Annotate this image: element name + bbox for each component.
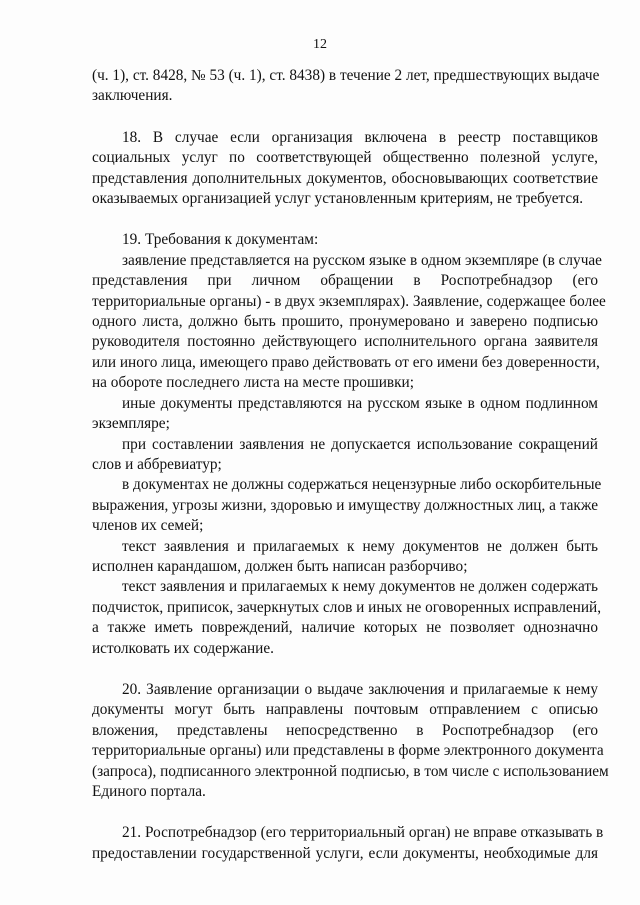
paragraph-17-continuation bbox=[92, 66, 598, 107]
text-line: текст заявления и прилагаемых к нему документов не должен быть bbox=[122, 537, 598, 555]
text-line: иные документы представляются на русском языке в одном подлинном bbox=[122, 394, 598, 412]
paragraph-20 bbox=[92, 680, 609, 802]
text-line: представления дополнительных документов, обосновывающих соответствие bbox=[92, 169, 598, 187]
text-line: слов и аббревиатур; bbox=[92, 455, 222, 473]
text-line: вложения, представлены непосредственно в Роспотребнадзор (его bbox=[92, 721, 598, 739]
text-line: истолковать их содержание. bbox=[92, 639, 274, 657]
text-line: предоставлении государственной услуги, если документы, необходимые для bbox=[92, 844, 598, 862]
text-line: социальных услуг по соответствующей общественно полезной услуге, bbox=[92, 149, 598, 167]
text-line: в документах не должны содержаться нецензурные либо оскорбительные bbox=[122, 476, 602, 494]
text-line: подчисток, приписок, зачеркнутых слов и иных не оговоренных исправлений, bbox=[92, 598, 602, 616]
text-line: 20. Заявление организации о выдаче заключения и прилагаемые к нему bbox=[122, 680, 598, 698]
paragraph-gap bbox=[92, 659, 598, 680]
text-line: 21. Роспотребнадзор (его территориальный орган) не вправе отказывать в bbox=[122, 824, 604, 842]
paragraph-gap bbox=[92, 209, 598, 230]
text-line: заключения. bbox=[92, 87, 173, 105]
text-line: при составлении заявления не допускается использование сокращений bbox=[122, 435, 598, 453]
text-line: на обороте последнего листа на месте прошивки; bbox=[92, 374, 414, 392]
text-line: выражения, угрозы жизни, здоровью и имуществу должностных лиц, а также bbox=[92, 496, 598, 514]
text-line: а также иметь повреждений, наличие которых не позволяет однозначно bbox=[92, 619, 598, 637]
text-line: или иного лица, имеющего право действовать от его имени без доверенности, bbox=[92, 353, 600, 371]
text-line: документы могут быть направлены почтовым отправлением с описью bbox=[92, 701, 598, 719]
paragraph-19 bbox=[92, 230, 606, 659]
paragraph-21 bbox=[92, 823, 604, 864]
text-line: одного листа, должно быть прошито, пронумеровано и заверено подписью bbox=[92, 313, 598, 331]
text-line: исполнен карандашом, должен быть написан разборчиво; bbox=[92, 557, 468, 575]
text-line: (ч. 1), ст. 8428, № 53 (ч. 1), ст. 8438) в течение 2 лет, предшествующих выдаче bbox=[92, 67, 600, 84]
text-line: 18. В случае если организация включена в реестр поставщиков bbox=[122, 128, 598, 146]
paragraph-18 bbox=[92, 128, 598, 210]
text-line: экземпляре; bbox=[92, 415, 170, 433]
paragraph-gap bbox=[92, 107, 598, 128]
text-line: 19. Требования к документам: bbox=[122, 231, 319, 249]
text-line: текст заявления и прилагаемых к нему документов не должен содержать bbox=[122, 578, 598, 596]
text-line: (запроса), подписанного электронной подписью, в том числе с использованием bbox=[92, 762, 609, 780]
text-line: руководителя постоянно действующего исполнительного органа заявителя bbox=[92, 333, 598, 351]
text-line: Единого портала. bbox=[92, 783, 206, 800]
text-line: представления при личном обращении в Роспотребнадзор (его bbox=[92, 272, 598, 290]
text-line: членов их семей; bbox=[92, 517, 204, 535]
page-number: 12 bbox=[313, 37, 327, 52]
text-line: территориальные органы) или представлены в форме электронного документа bbox=[92, 742, 604, 760]
text-line: оказываемых организацией услуг установленным критериям, не требуется. bbox=[92, 190, 584, 208]
text-line: заявление представляется на русском языке в одном экземпляре (в случае bbox=[122, 251, 602, 269]
document-body bbox=[92, 66, 609, 864]
text-line: территориальные органы) - в двух экземплярах). Заявление, содержащее более bbox=[92, 292, 606, 310]
paragraph-gap bbox=[92, 802, 598, 823]
